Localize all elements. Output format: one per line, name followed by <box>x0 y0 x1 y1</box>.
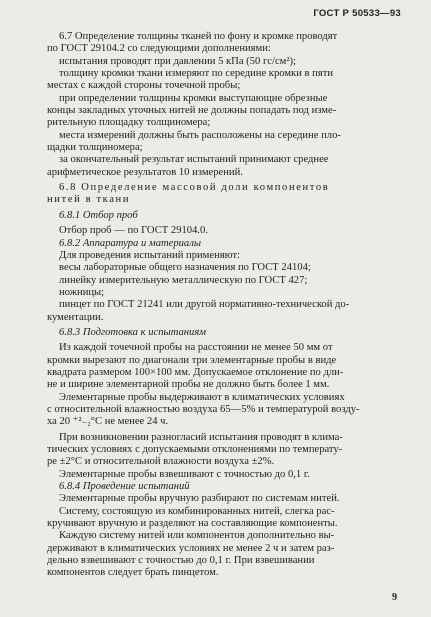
section-6-8-1-title: 6.8.1 Отбор проб <box>59 209 138 221</box>
section-6-7-line: 6.7 Определение толщины тканей по фону и кромке проводят <box>59 31 338 42</box>
section-6-8-3-line: При возникновении разногласий испытания проводят в клима- <box>59 431 343 443</box>
section-6-8-3-line: ре ±2°С и относительной влажности воздуха ±2%. <box>47 456 275 468</box>
section-6-8-3-line: с относительной влажностью воздуха 65—5% и температурой возду- <box>47 403 360 415</box>
section-6-8-3-line: тических условиях с допускаемыми отклонениями по температу- <box>47 444 343 455</box>
section-6-8-4-line: дельно взвешивают с точностью до 0,1 г. При взвешивании <box>47 555 315 567</box>
section-6-7-line: места измерений должны быть расположены на середине пло- <box>59 129 341 141</box>
section-6-8-2-title: 6.8.2 Аппаратура и материалы <box>59 237 202 249</box>
page-number: 9 <box>392 592 397 603</box>
section-6-7-line: рительную площадку толщиномера; <box>47 117 211 129</box>
section-6-7-line: за окончательный результат испытаний принимают среднее <box>59 154 329 166</box>
section-6-8-heading: 6.8 Определение массовой доли компонентов <box>59 182 330 194</box>
section-6-7-line: по ГОСТ 29104.2 со следующими дополнениями: <box>47 43 271 55</box>
section-6-8-3-line: Элементарные пробы выдерживают в климатических условиях <box>59 391 345 403</box>
section-6-7-line: местах с каждой стороны точечной пробы; <box>47 80 241 92</box>
section-6-8-2-line: кументации. <box>47 311 104 323</box>
section-6-7-line: щадки толщиномера; <box>47 142 143 154</box>
section-6-7-line: толщину кромки ткани измеряют по середине кромки в пяти <box>59 68 334 80</box>
section-6-8-2-line: ножницы; <box>59 286 105 298</box>
page-content <box>47 31 400 580</box>
section-6-7-line: арифметическое результатов 10 измерений. <box>47 166 243 178</box>
section-6-8-3-line: квадрата размером 100×100 мм. Допускаемое отклонение по дли- <box>47 366 344 378</box>
section-6-8-2-line: линейку измерительную металлическую по ГОСТ 427; <box>59 274 308 286</box>
section-6-7-line: испытания проводят при давлении 5 кПа (50 гс/см²); <box>59 55 296 67</box>
page-header: ГОСТ Р 50533—93 <box>313 8 401 19</box>
section-6-8-2-line: весы лабораторные общего назначения по ГОСТ 24104; <box>59 262 311 274</box>
section-6-8-3-line: Из каждой точечной пробы на расстоянии не менее 50 мм от <box>59 342 333 354</box>
section-6-8-4-line: компонентов следует брать пинцетом. <box>47 567 219 579</box>
section-6-8-heading: нитей в ткани <box>47 194 131 206</box>
section-6-8-2-line: Для проведения испытаний применяют: <box>59 249 240 261</box>
section-6-8-3-line: не и ширине элементарной пробы не должно быть более 1 мм. <box>47 379 330 391</box>
section-6-8-4-line: Элементарные пробы вручную разбирают по системам нитей. <box>59 493 340 505</box>
section-6-8-4-line: Каждую систему нитей или компонентов дополнительно вы- <box>59 530 335 542</box>
section-6-8-4-line: держивают в климатических условиях не менее 2 ч и затем раз- <box>47 542 335 554</box>
section-6-8-3-line: кромки вырезают по диагонали три элементарные пробы в виде <box>47 354 337 366</box>
section-6-8-1-line: Отбор проб — по ГОСТ 29104.0. <box>59 225 208 237</box>
section-6-8-4-line: кручивают вручную и разделяют на составляющие компоненты. <box>47 518 338 530</box>
section-6-8-3-title: 6.8.3 Подготовка к испытаниям <box>59 326 207 338</box>
section-6-8-3-line: ха 20 ⁺²₋₂°С не менее 24 ч. <box>47 416 169 428</box>
section-6-7-line: концы закладных уточных нитей не должны попадать под изме- <box>47 105 337 117</box>
section-6-8-2-line: пинцет по ГОСТ 21241 или другой нормативно-технической до- <box>59 299 350 311</box>
section-6-7-line: при определении толщины кромки выступающие обрезные <box>59 92 328 104</box>
section-6-8-4-line: Систему, состоящую из комбинированных нитей, слегка рас- <box>59 505 335 517</box>
section-6-8-3-line: Элементарные пробы взвешивают с точностью до 0,1 г. <box>59 468 310 480</box>
section-6-8-4-title: 6.8.4 Проведение испытаний <box>59 481 190 493</box>
